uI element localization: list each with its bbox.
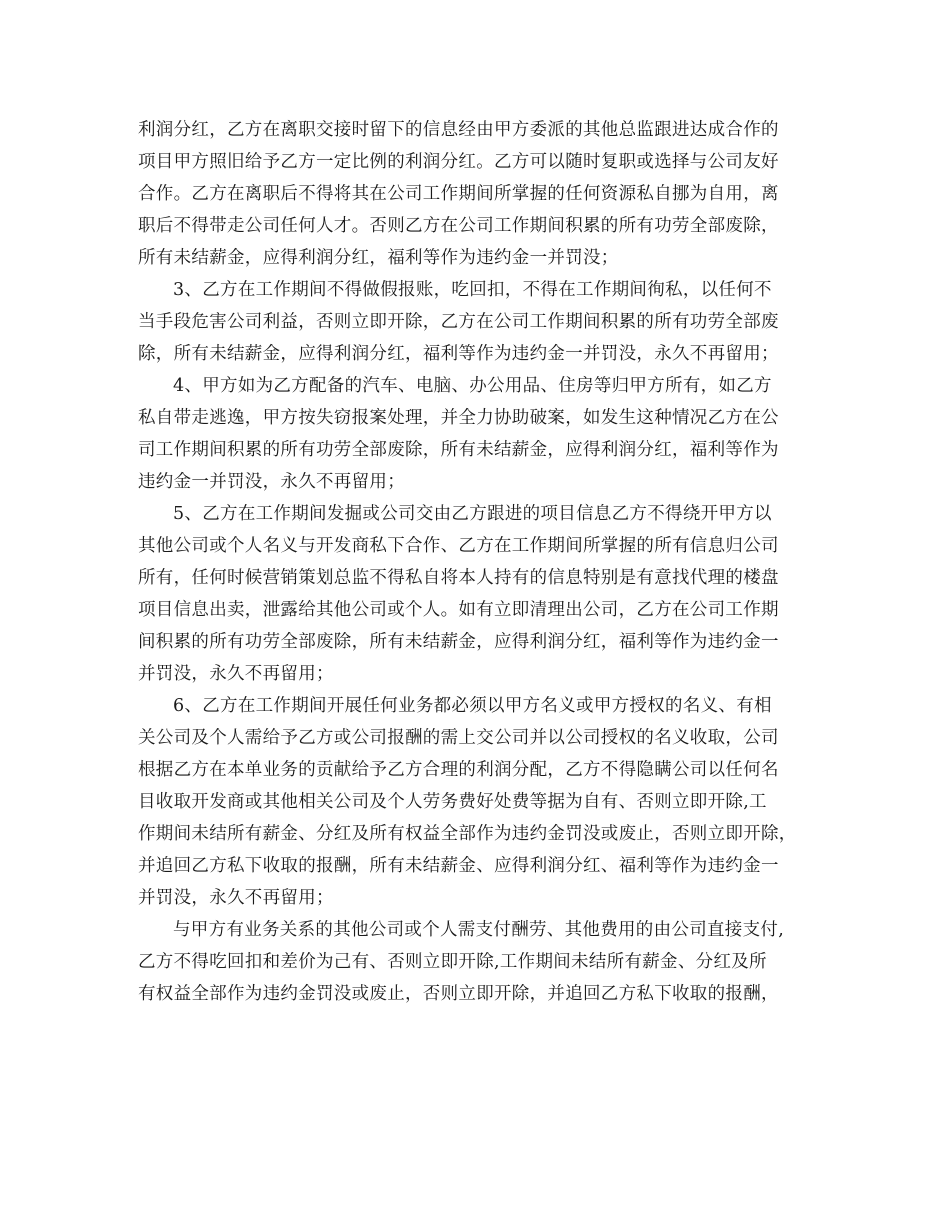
text-line: 关公司及个人需给予乙方或公司报酬的需上交公司并以公司授权的名义收取，公司 bbox=[138, 728, 779, 748]
text-line: 项目甲方照旧给予乙方一定比例的利润分红。乙方可以随时复职或选择与公司友好 bbox=[138, 152, 779, 172]
text-line: 4、甲方如为乙方配备的汽车、电脑、办公用品、住房等归甲方所有，如乙方 bbox=[173, 376, 772, 396]
text-line: 并罚没，永久不再留用； bbox=[138, 888, 334, 908]
text-line: 合作。乙方在离职后不得将其在公司工作期间所掌握的任何资源私自挪为自用，离 bbox=[138, 184, 779, 204]
text-line: 并罚没，永久不再留用； bbox=[138, 664, 334, 684]
text-line: 与甲方有业务关系的其他公司或个人需支付酬劳、其他费用的由公司直接支付, bbox=[173, 920, 785, 940]
text-line: 当手段危害公司利益，否则立即开除，乙方在公司工作期间积累的所有功劳全部废 bbox=[138, 312, 779, 332]
clause-4 bbox=[138, 370, 828, 498]
text-line: 有权益全部作为违约金罚没或废止，否则立即开除，并追回乙方私下收取的报酬， bbox=[138, 984, 779, 1004]
text-line: 并追回乙方私下收取的报酬，所有未结薪金、应得利润分红、福利等作为违约金一 bbox=[138, 856, 779, 876]
text-line: 项目信息出卖，泄露给其他公司或个人。如有立即清理出公司，乙方在公司工作期 bbox=[138, 600, 779, 620]
text-line: 其他公司或个人名义与开发商私下合作、乙方在工作期间所掌握的所有信息归公司 bbox=[138, 536, 779, 556]
clause-6 bbox=[138, 690, 828, 914]
text-line: 司工作期间积累的所有功劳全部废除，所有未结薪金，应得利润分红，福利等作为 bbox=[138, 440, 779, 460]
text-line: 违约金一并罚没，永久不再留用； bbox=[138, 472, 405, 492]
text-line: 6、乙方在工作期间开展任何业务都必须以甲方名义或甲方授权的名义、有相 bbox=[173, 696, 772, 716]
text-line: 私自带走逃逸，甲方按失窃报案处理，并全力协助破案，如发生这种情况乙方在公 bbox=[138, 408, 779, 428]
clause-3 bbox=[138, 274, 828, 370]
text-line: 3、乙方在工作期间不得做假报账，吃回扣，不得在工作期间徇私，以任何不 bbox=[173, 280, 772, 300]
text-line: 作期间未结所有薪金、分红及所有权益全部作为违约金罚没或废止，否则立即开除， bbox=[138, 824, 797, 844]
text-line: 所有，任何时候营销策划总监不得私自将本人持有的信息特别是有意找代理的楼盘 bbox=[138, 568, 779, 588]
text-line: 乙方不得吃回扣和差价为己有、否则立即开除,工作期间未结所有薪金、分红及所 bbox=[138, 952, 767, 972]
clause-payment bbox=[138, 914, 828, 1010]
document-body bbox=[138, 114, 828, 1010]
text-line: 所有未结薪金，应得利润分红，福利等作为违约金一并罚没； bbox=[138, 248, 619, 268]
paragraph-continuation bbox=[138, 114, 828, 274]
text-line: 利润分红，乙方在离职交接时留下的信息经由甲方委派的其他总监跟进达成合作的 bbox=[138, 120, 779, 140]
text-line: 根据乙方在本单业务的贡献给予乙方合理的利润分配，乙方不得隐瞒公司以任何名 bbox=[138, 760, 779, 780]
text-line: 5、乙方在工作期间发掘或公司交由乙方跟进的项目信息乙方不得绕开甲方以 bbox=[173, 504, 772, 524]
text-line: 间积累的所有功劳全部废除，所有未结薪金，应得利润分红，福利等作为违约金一 bbox=[138, 632, 779, 652]
text-line: 目收取开发商或其他相关公司及个人劳务费好处费等据为自有、否则立即开除,工 bbox=[138, 792, 767, 812]
clause-5 bbox=[138, 498, 828, 690]
text-line: 职后不得带走公司任何人才。否则乙方在公司工作期间积累的所有功劳全部废除， bbox=[138, 216, 779, 236]
text-line: 除，所有未结薪金，应得利润分红，福利等作为违约金一并罚没，永久不再留用； bbox=[138, 344, 779, 364]
